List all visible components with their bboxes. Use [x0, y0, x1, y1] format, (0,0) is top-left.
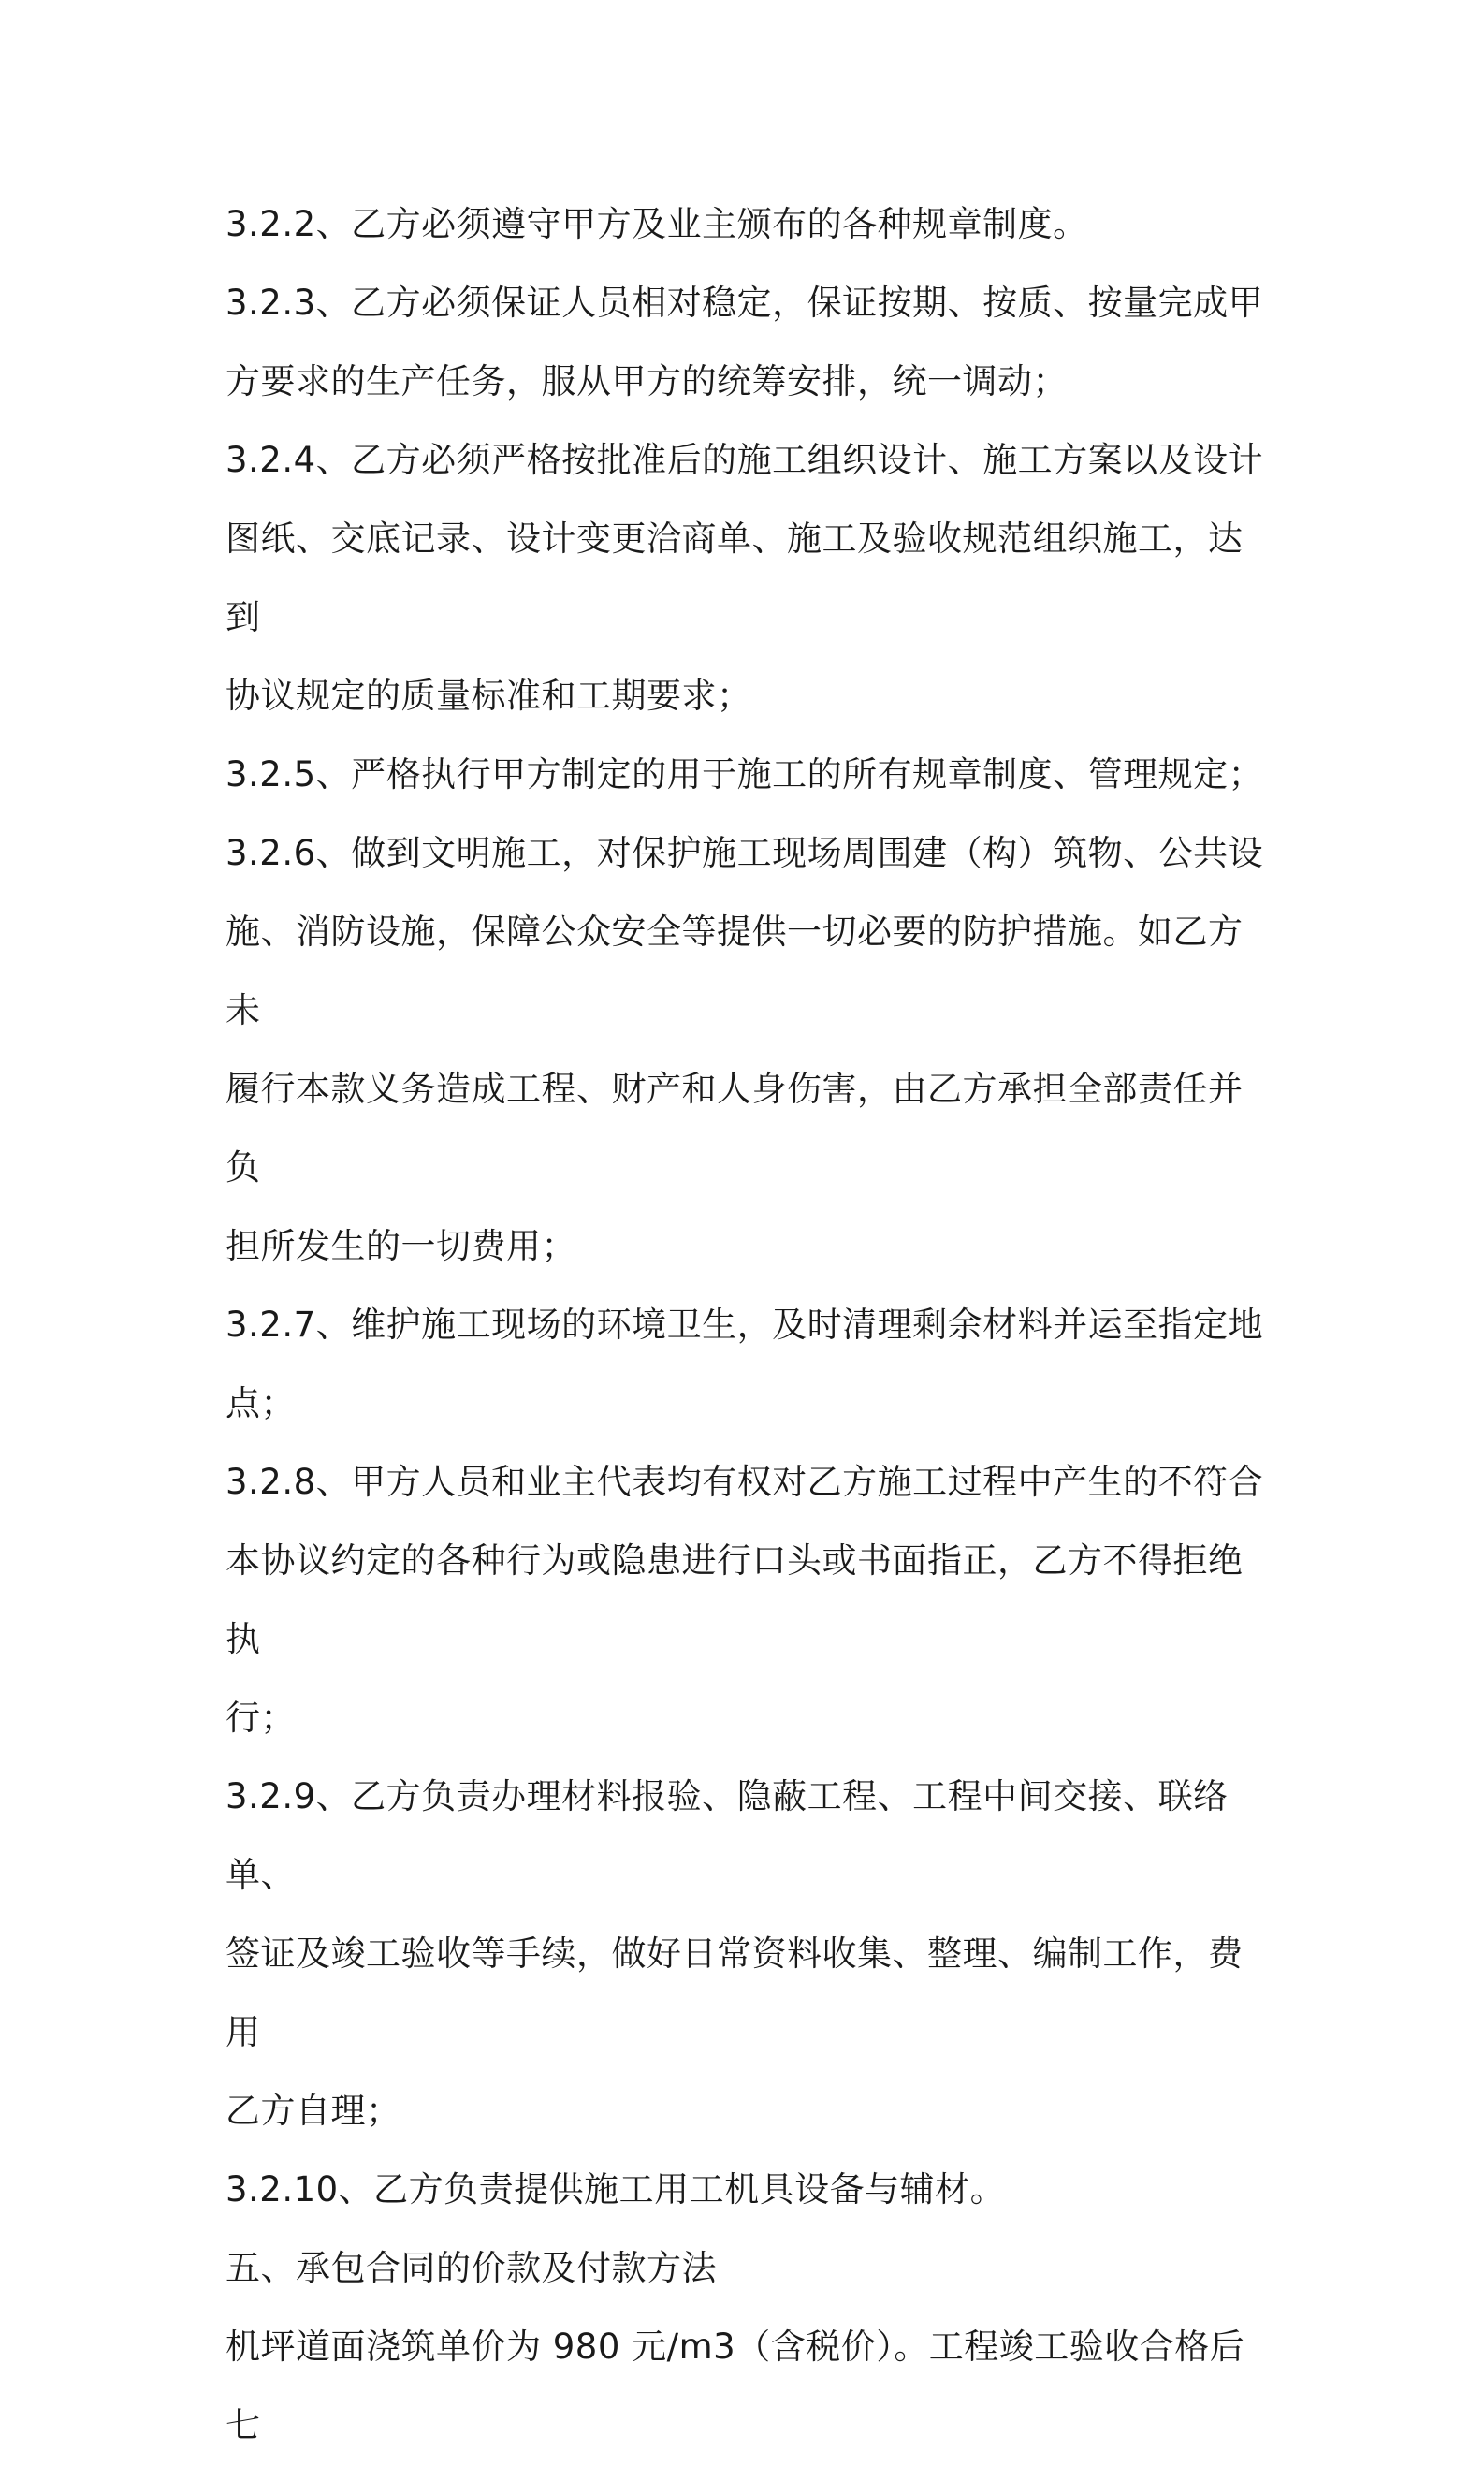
clause-3-2-10-line: 3.2.10、乙方负责提供施工用工机具设备与辅材。 [226, 2169, 1006, 2210]
clause-3-2-5-line: 3.2.5、严格执行甲方制定的用于施工的所有规章制度、管理规定； [226, 754, 1264, 795]
clause-3-2-6-line-4: 担所发生的一切费用； [226, 1226, 576, 1266]
clause-3-2-7-line-2: 点； [226, 1383, 296, 1423]
clause-3-2-2-line: 3.2.2、乙方必须遵守甲方及业主颁布的各种规章制度。 [226, 204, 1088, 244]
clause-3-2-3-line-1: 3.2.3、乙方必须保证人员相对稳定，保证按期、按质、按量完成甲 [226, 283, 1264, 323]
clause-3-2-4-line-3: 协议规定的质量标准和工期要求； [226, 676, 752, 716]
clause-3-2-8-line-2: 本协议约定的各种行为或隐患进行口头或书面指正，乙方不得拒绝执 [226, 1540, 1244, 1659]
clause-3-2-7-line-1: 3.2.7、维护施工现场的环境卫生，及时清理剩余材料并运至指定地 [226, 1305, 1264, 1345]
clause-3-2-6-line-3: 履行本款义务造成工程、财产和人身伤害，由乙方承担全部责任并负 [226, 1069, 1244, 1188]
clause-3-2-6-line-1: 3.2.6、做到文明施工，对保护施工现场周围建（构）筑物、公共设 [226, 833, 1264, 873]
clause-3-2-8-line-1: 3.2.8、甲方人员和业主代表均有权对乙方施工过程中产生的不符合 [226, 1462, 1264, 1502]
clause-3-2-9-line-1: 3.2.9、乙方负责办理材料报验、隐蔽工程、工程中间交接、联络单、 [226, 1776, 1229, 1895]
clause-3-2-4-line-2: 图纸、交底记录、设计变更洽商单、施工及验收规范组织施工，达到 [226, 518, 1244, 637]
price-clause-line: 机坪道面浇筑单价为 980 元/m3（含税价）。工程竣工验收合格后七 [226, 2326, 1245, 2445]
section-5-heading: 五、承包合同的价款及付款方法 [226, 2248, 717, 2288]
document-body [226, 185, 1273, 2465]
clause-3-2-4-line-1: 3.2.4、乙方必须严格按批准后的施工组织设计、施工方案以及设计 [226, 440, 1264, 480]
clause-3-2-8-line-3: 行； [226, 1698, 296, 1738]
clause-3-2-9-line-3: 乙方自理； [226, 2091, 401, 2131]
clause-3-2-3-line-2: 方要求的生产任务，服从甲方的统筹安排，统一调动； [226, 361, 1068, 401]
clause-3-2-9-line-2: 签证及竣工验收等手续，做好日常资料收集、整理、编制工作，费用 [226, 1933, 1244, 2052]
clause-3-2-6-line-2: 施、消防设施，保障公众安全等提供一切必要的防护措施。如乙方未 [226, 912, 1244, 1030]
